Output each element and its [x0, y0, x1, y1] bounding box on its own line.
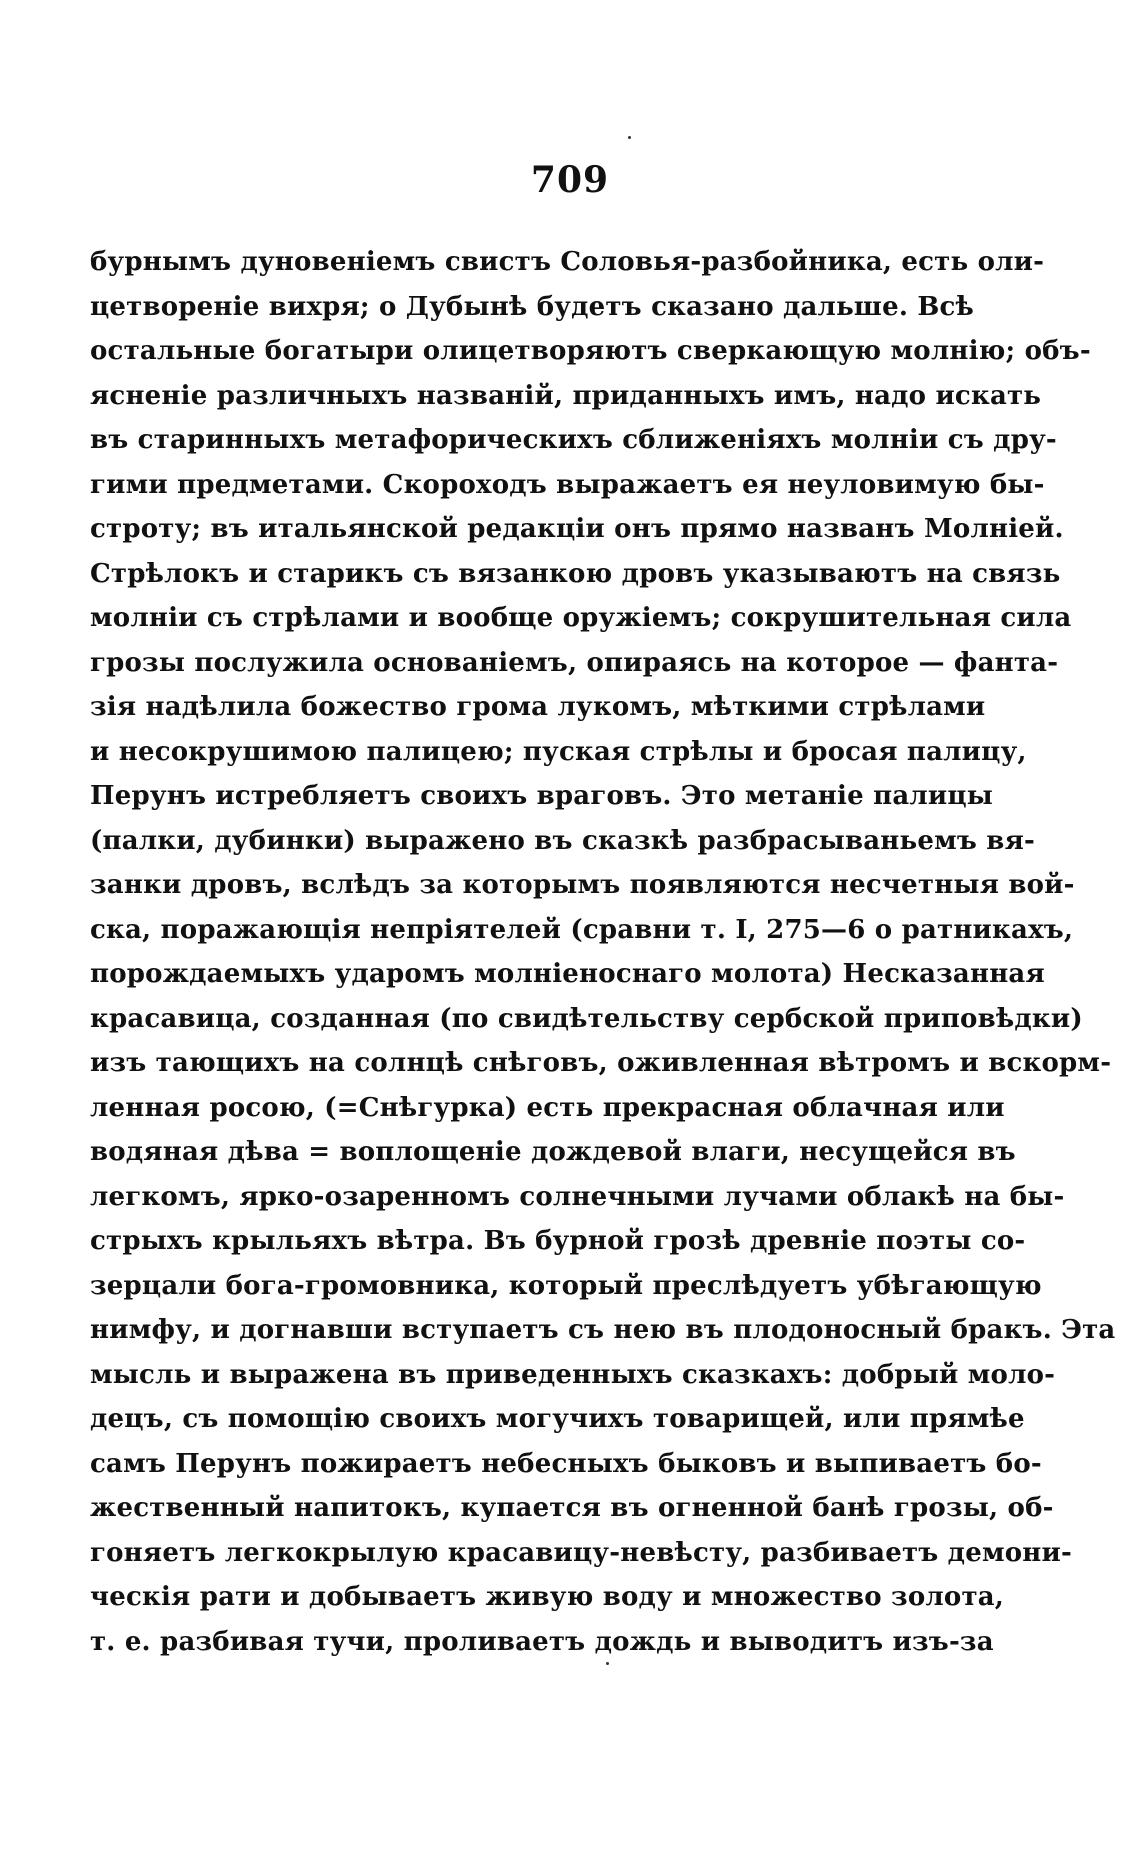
text-line: мысль и выражена въ приведенныхъ сказкахъ: добрый моло- — [90, 1359, 1056, 1390]
text-line: Стрѣлокъ и старикъ съ вязанкою дровъ указываютъ на связь — [90, 558, 1061, 589]
ink-speck — [628, 136, 631, 139]
text-line: грозы послужила основаніемъ, опираясь на которое — фанта- — [90, 647, 1059, 678]
text-line: жественный напитокъ, купается въ огненной банѣ грозы, об- — [90, 1493, 1054, 1523]
text-line: цетвореніе вихря; о Дубынѣ будетъ сказано дальше. Всѣ — [90, 291, 975, 322]
text-line: стрыхъ крыльяхъ вѣтра. Въ бурной грозѣ древніе поэты со- — [90, 1226, 1026, 1256]
text-line: красавица, созданная (по свидѣтельству сербской приповѣдки) — [90, 1003, 1083, 1034]
text-line: зія надѣлила божество грома лукомъ, мѣткими стрѣлами — [90, 692, 986, 722]
body-text — [90, 240, 1116, 1664]
text-line: гими предметами. Скороходъ выражаетъ ея неуловимую бы- — [90, 469, 1045, 500]
text-line: нимфу, и догнавши вступаетъ съ нею въ плодоносный бракъ. Эта — [90, 1315, 1116, 1345]
text-line: ска, поражающія непріятелей (сравни т. I, 275—6 о ратникахъ, — [90, 914, 1074, 945]
text-line: Перунъ истребляетъ своихъ враговъ. Это метаніе палицы — [90, 781, 994, 811]
text-line: ленная росою, (=Снѣгурка) есть прекрасная облачная или — [90, 1092, 1005, 1123]
text-line: ясненіе различныхъ названій, приданныхъ имъ, надо искать — [90, 380, 1042, 411]
text-line: бурнымъ дуновеніемъ свистъ Соловья-разбойника, есть оли- — [90, 247, 1045, 277]
text-line: легкомъ, ярко-озаренномъ солнечными лучами облакѣ на бы- — [90, 1181, 1065, 1212]
text-line: и несокрушимою палицею; пуская стрѣлы и бросая палицу, — [90, 736, 1027, 767]
text-line: зерцали бога-громовника, который преслѣдуетъ убѣгающую — [90, 1270, 1042, 1301]
text-line: децъ, съ помощію своихъ могучихъ товарищей, или прямѣе — [90, 1404, 1025, 1434]
text-line: (палки, дубинки) выражено въ сказкѣ разбрасываньемъ вя- — [90, 825, 1035, 856]
ink-speck — [606, 1662, 609, 1665]
text-line: порождаемыхъ ударомъ молніеноснаго молота) Несказанная — [90, 959, 1045, 989]
text-line: молніи съ стрѣлами и вообще оружіемъ; сокрушительная сила — [90, 603, 1072, 633]
text-line: т. е. разбивая тучи, проливаетъ дождь и выводитъ изъ-за — [90, 1626, 994, 1657]
page-number: 709 — [530, 159, 610, 201]
text-line: остальные богатыри олицетворяютъ сверкающую молнію; объ- — [90, 336, 1091, 366]
text-line: самъ Перунъ пожираетъ небесныхъ быковъ и выпиваетъ бо- — [90, 1448, 1042, 1479]
text-line: въ старинныхъ метафорическихъ сближеніяхъ молніи съ дру- — [90, 425, 1057, 455]
text-line: водяная дѣва = воплощеніе дождевой влаги, несущейся въ — [90, 1137, 1016, 1167]
text-line: занки дровъ, вслѣдъ за которымъ появляются несчетныя вой- — [90, 870, 1075, 900]
text-line: строту; въ итальянской редакціи онъ прямо названъ Молніей. — [90, 514, 1064, 544]
text-line: гоняетъ легкокрылую красавицу-невѣсту, разбиваетъ демони- — [90, 1537, 1072, 1568]
text-line: ческія рати и добываетъ живую воду и множество золота, — [90, 1582, 1005, 1612]
text-line: изъ тающихъ на солнцѣ снѣговъ, оживленная вѣтромъ и вскорм- — [90, 1048, 1112, 1078]
